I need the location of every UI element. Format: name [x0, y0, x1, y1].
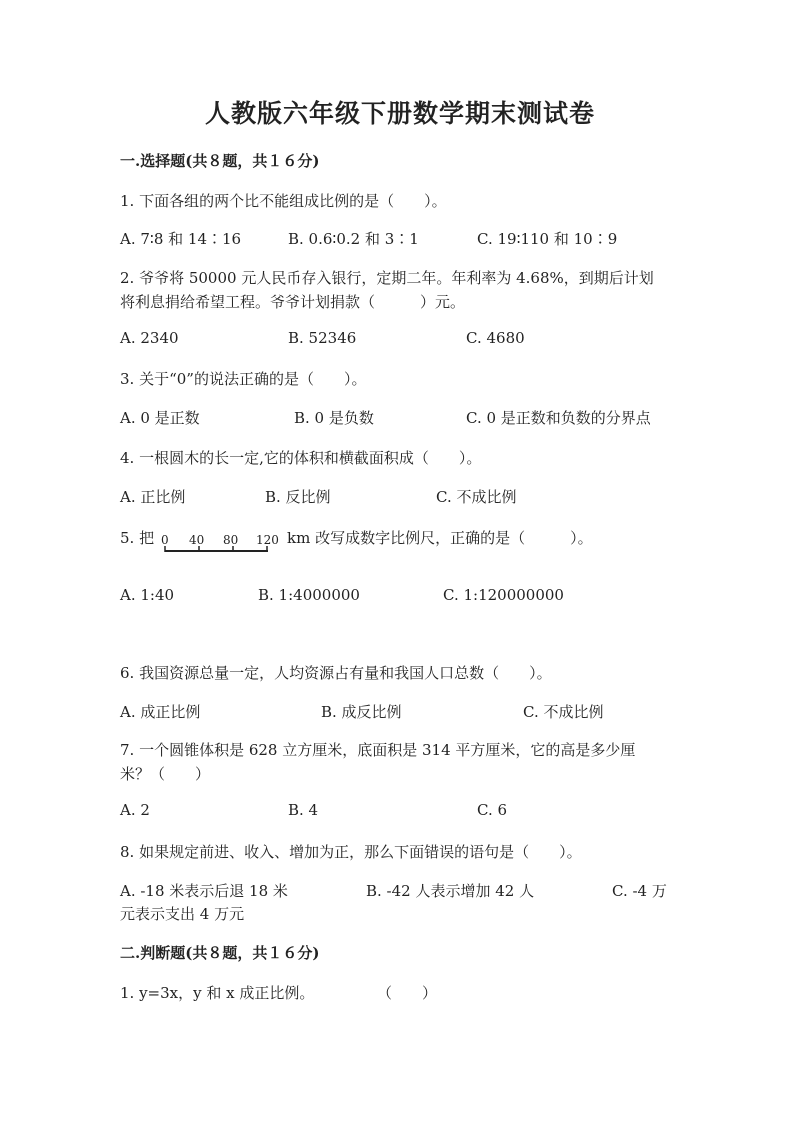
- q8-option-a: A. -18 米表示后退 18 米: [120, 882, 288, 900]
- question-8: 8. 如果规定前进、收入、增加为正，那么下面错误的语句是（ ）。: [120, 843, 582, 861]
- q5-option-c: C. 1:120000000: [443, 586, 564, 604]
- line-scale-diagram: [158, 533, 282, 555]
- question-3: 3. 关于“0”的说法正确的是（ ）。: [120, 370, 367, 388]
- scale-label-0: 0: [161, 533, 169, 547]
- question-7: 7. 一个圆锥体积是 628 立方厘米，底面积是 314 平方厘米，它的高是多少厘米？（ ）: [120, 741, 636, 783]
- q7-option-c: C. 6: [477, 801, 508, 819]
- q6-option-b: B. 成反比例: [321, 703, 402, 721]
- question-2: 2. 爷爷将 50000 元人民币存入银行，定期二年。年利率为 4.68%，到期后计划将利息捐给希望工程。爷爷计划捐款（ ）元。: [120, 269, 654, 311]
- question-6: 6. 我国资源总量一定，人均资源占有量和我国人口总数（ ）。: [120, 664, 552, 682]
- q4-option-c: C. 不成比例: [436, 488, 517, 506]
- question-5-prefix: 5. 把: [120, 529, 155, 547]
- q5-option-a: A. 1:40: [120, 586, 175, 604]
- q6-option-c: C. 不成比例: [523, 703, 604, 721]
- judgment-1: 1. y=3x，y 和 x 成正比例。: [120, 984, 315, 1002]
- question-1: 1. 下面各组的两个比不能组成比例的是（ ）。: [120, 192, 447, 210]
- question-5-suffix: km 改写成数字比例尺，正确的是（ ）。: [287, 529, 593, 547]
- q7-option-a: A. 2: [120, 801, 150, 819]
- q8-option-c-continued: 元表示支出 4 万元: [120, 905, 245, 923]
- q6-option-a: A. 成正比例: [120, 703, 201, 721]
- q4-option-a: A. 正比例: [120, 488, 186, 506]
- q4-option-b: B. 反比例: [265, 488, 331, 506]
- q1-option-c: C. 19∶110 和 10∶9: [477, 230, 618, 248]
- q8-option-c: C. -4 万: [612, 882, 667, 900]
- q3-option-b: B. 0 是负数: [294, 409, 374, 427]
- q3-option-c: C. 0 是正数和负数的分界点: [466, 409, 651, 427]
- scale-label-40: 40: [189, 533, 205, 547]
- section-heading-judgment: 二.判断题(共８题，共１６分): [120, 944, 320, 962]
- q3-option-a: A. 0 是正数: [120, 409, 200, 427]
- scale-label-80: 80: [223, 533, 239, 547]
- q2-option-b: B. 52346: [288, 329, 357, 347]
- q7-option-b: B. 4: [288, 801, 319, 819]
- judgment-1-blank: （ ）: [377, 984, 438, 1002]
- q2-option-a: A. 2340: [120, 329, 179, 347]
- section-heading-choice: 一.选择题(共８题，共１６分): [120, 152, 320, 170]
- q5-option-b: B. 1:4000000: [258, 586, 360, 604]
- q2-option-c: C. 4680: [466, 329, 525, 347]
- q1-option-b: B. 0.6∶0.2 和 3∶1: [288, 230, 419, 248]
- scale-label-120: 120: [256, 533, 279, 547]
- q1-option-a: A. 7∶8 和 14∶16: [120, 230, 242, 248]
- page-title: 人教版六年级下册数学期末测试卷: [204, 99, 595, 128]
- q8-option-b: B. -42 人表示增加 42 人: [366, 882, 535, 900]
- question-4: 4. 一根圆木的长一定,它的体积和横截面积成（ ）。: [120, 449, 482, 467]
